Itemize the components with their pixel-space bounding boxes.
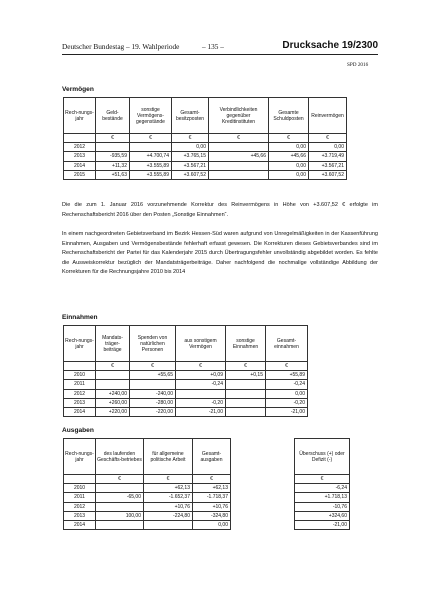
table-cell: 2014 (64, 520, 96, 529)
table-cell (96, 143, 130, 152)
column-header: sonstige Vermögens-gegenstände (130, 98, 172, 134)
table-header-row (64, 98, 347, 134)
spacer-cell (231, 520, 295, 529)
table-row (64, 143, 347, 152)
table-cell (209, 170, 269, 179)
table-header-row (64, 439, 350, 475)
spacer-cell (231, 439, 295, 475)
table-cell (209, 161, 269, 170)
table-cell: -1.718,37 (193, 493, 231, 502)
table-cell (96, 484, 144, 493)
table-row (64, 407, 308, 416)
table-vermoegen (63, 97, 347, 180)
unit-cell: € (309, 134, 347, 143)
table-cell (226, 389, 266, 398)
page-header (62, 41, 378, 53)
unit-cell (64, 134, 96, 143)
column-header: Geld-bestände (96, 98, 130, 134)
column-header: Gesamte Schuldposten (269, 98, 309, 134)
table-cell (226, 407, 266, 416)
spacer-cell (231, 511, 295, 520)
unit-cell (64, 475, 96, 484)
table-cell: +4.700,74 (130, 152, 172, 161)
table-cell: +62,13 (193, 484, 231, 493)
table-cell: +3.555,89 (130, 170, 172, 179)
table-cell: +0,15 (226, 371, 266, 380)
table-cell: 2015 (64, 170, 96, 179)
table-row (64, 389, 308, 398)
table-row (64, 161, 347, 170)
table-row (64, 152, 347, 161)
table-row (64, 484, 350, 493)
table-cell (130, 380, 176, 389)
table-cell: 0,00 (266, 389, 308, 398)
table-cell: -1.652,37 (144, 493, 193, 502)
unit-cell: € (226, 362, 266, 371)
column-header: Überschuss (+) oder Defizit (-) (295, 439, 350, 475)
header-publisher: Deutscher Bundestag – 19. Wahlperiode (62, 42, 180, 51)
spacer-cell (231, 475, 295, 484)
table-cell: +324,60 (295, 511, 350, 520)
table-cell: 0,00 (269, 143, 309, 152)
table-cell (96, 371, 130, 380)
table-cell: 2011 (64, 493, 96, 502)
heading-ausgaben: Ausgaben (62, 427, 94, 434)
header-rule (62, 54, 378, 55)
table-cell: 0,00 (309, 143, 347, 152)
spacer-cell (231, 493, 295, 502)
table-cell: 0,00 (269, 161, 309, 170)
table-cell: +1.718,13 (295, 493, 350, 502)
column-header: Gesamt-einnahmen (266, 326, 308, 362)
heading-einnahmen: Einnahmen (62, 314, 98, 321)
table-cell: -0,20 (176, 398, 226, 407)
table-cell: +3.607,52 (172, 170, 209, 179)
table-cell: +51,63 (96, 170, 130, 179)
table-cell: +55,89 (266, 371, 308, 380)
table-cell: 2011 (64, 380, 96, 389)
column-header: des laufenden Geschäfts-betriebes (96, 439, 144, 475)
spacer-cell (231, 502, 295, 511)
column-header: sonstige Einnahmen (226, 326, 266, 362)
column-header: Spenden von natürlichen Personen (130, 326, 176, 362)
table-cell (176, 389, 226, 398)
table-cell (226, 380, 266, 389)
header-document-number: Drucksache 19/2300 (282, 40, 378, 51)
table-cell (144, 520, 193, 529)
column-header: Mandats-träger-beiträge (96, 326, 130, 362)
table-cell: +10,76 (193, 502, 231, 511)
table-cell: -6,24 (295, 484, 350, 493)
table-cell (96, 502, 144, 511)
column-header: aus sonstigem Vermögen (176, 326, 226, 362)
table-cell: +45,66 (209, 152, 269, 161)
table-cell: 2012 (64, 389, 96, 398)
table-cell: +3.719,49 (309, 152, 347, 161)
heading-vermoegen: Vermögen (62, 86, 94, 93)
unit-row (64, 475, 350, 484)
unit-cell: € (96, 475, 144, 484)
spacer-cell (231, 484, 295, 493)
table-cell: -21,00 (266, 407, 308, 416)
header-page-number: – 135 – (202, 42, 224, 51)
unit-cell: € (130, 362, 176, 371)
unit-cell: € (96, 134, 130, 143)
table-row (64, 502, 350, 511)
table-cell: 2010 (64, 484, 96, 493)
table-cell: +260,00 (96, 398, 130, 407)
table-cell: +11,32 (96, 161, 130, 170)
table-cell: -324,80 (193, 511, 231, 520)
table-cell (226, 398, 266, 407)
table-cell: +3.567,21 (172, 161, 209, 170)
table-row (64, 170, 347, 179)
table-row (64, 511, 350, 520)
table-row (64, 380, 308, 389)
table-cell (96, 380, 130, 389)
unit-row (64, 362, 308, 371)
table-cell: -220,00 (130, 407, 176, 416)
table-cell: +3.567,21 (309, 161, 347, 170)
unit-cell: € (193, 475, 231, 484)
paragraph-hessen-sued: In einem nachgeordneten Gebietsverband im Bezirk Hessen-Süd waren aufgrund von Unregelmäßigkeiten in der Kassenführung Einnahmen, Ausgaben und Vermögensbestände fehlerhaft erfasst gewesen. Die Korrekturen dieses Gebietsverbandes sind im Rechenschaftsbericht der Partei für das Kalenderjahr 2015 durch Übertragungsfehler unvollständig abgebildet worden. Es fehlte die Ausweiskorrektur bezüglich der Mandatsträgerbeiträge. Daher nachfolgend die nochmalige vollständige Abbildung der Korrekturen für die Rechnungsjahre 2010 bis 2014 (62, 231, 378, 276)
unit-row (64, 134, 347, 143)
table-cell: -21,00 (295, 520, 350, 529)
unit-cell: € (176, 362, 226, 371)
table-cell: 2013 (64, 152, 96, 161)
table-cell: -10,76 (295, 502, 350, 511)
table-row (64, 493, 350, 502)
table-cell: +62,13 (144, 484, 193, 493)
table-cell (96, 520, 144, 529)
table-cell: 0,00 (193, 520, 231, 529)
column-header: Verbindlichkeiten gegenüber Kreditinstituten (209, 98, 269, 134)
table-cell: +10,76 (144, 502, 193, 511)
table-cell: +3.765,15 (172, 152, 209, 161)
table-header-row (64, 326, 308, 362)
table-cell: -0,24 (176, 380, 226, 389)
table-cell: 2014 (64, 407, 96, 416)
table-cell: -0,20 (266, 398, 308, 407)
column-header: Reinvermögen (309, 98, 347, 134)
unit-cell: € (295, 475, 350, 484)
section-tag: SPD 2016 (347, 62, 369, 68)
table-cell: -65,00 (96, 493, 144, 502)
table-cell (209, 143, 269, 152)
column-header: Rech-nungs-jahr (64, 439, 96, 475)
unit-cell: € (96, 362, 130, 371)
unit-cell: € (269, 134, 309, 143)
table-cell: 2010 (64, 371, 96, 380)
table-cell: +3.555,89 (130, 161, 172, 170)
table-cell: -280,00 (130, 398, 176, 407)
table-cell: +240,00 (96, 389, 130, 398)
column-header: Rech-nungs-jahr (64, 98, 96, 134)
table-row (64, 398, 308, 407)
unit-cell: € (130, 134, 172, 143)
table-cell: 2012 (64, 143, 96, 152)
table-cell: +3.607,52 (309, 170, 347, 179)
column-header: Rech-nungs-jahr (64, 326, 96, 362)
table-cell: 0,00 (269, 170, 309, 179)
table-cell: -224,80 (144, 511, 193, 520)
table-cell: 2013 (64, 511, 96, 520)
table-row (64, 371, 308, 380)
unit-cell: € (266, 362, 308, 371)
table-cell: 2014 (64, 161, 96, 170)
table-cell: 0,00 (172, 143, 209, 152)
table-cell: +45,66 (269, 152, 309, 161)
unit-cell: € (144, 475, 193, 484)
table-cell: +55,65 (130, 371, 176, 380)
table-cell: -240,00 (130, 389, 176, 398)
unit-cell: € (172, 134, 209, 143)
unit-cell: € (209, 134, 269, 143)
table-cell: -0,24 (266, 380, 308, 389)
paragraph-correction-note: Die die zum 1. Januar 2016 vorzunehmende Korrektur des Reinvermögens in Höhe von +3.607,52 € erfolgte im Rechenschaftsbericht 2016 über den Posten „Sonstige Einnahmen“. (62, 202, 378, 218)
table-cell: +220,00 (96, 407, 130, 416)
table-ausgaben (63, 438, 350, 530)
column-header: Gesamt-besitzposten (172, 98, 209, 134)
column-header: Gesamt-ausgaben (193, 439, 231, 475)
table-cell: 100,00 (96, 511, 144, 520)
table-row (64, 520, 350, 529)
table-cell: 2012 (64, 502, 96, 511)
table-cell: 2013 (64, 398, 96, 407)
table-cell: -935,59 (96, 152, 130, 161)
column-header: für allgemeine politische Arbeit (144, 439, 193, 475)
table-cell (130, 143, 172, 152)
unit-cell (64, 362, 96, 371)
table-einnahmen (63, 325, 308, 417)
table-cell: +0,09 (176, 371, 226, 380)
table-cell: -21,00 (176, 407, 226, 416)
